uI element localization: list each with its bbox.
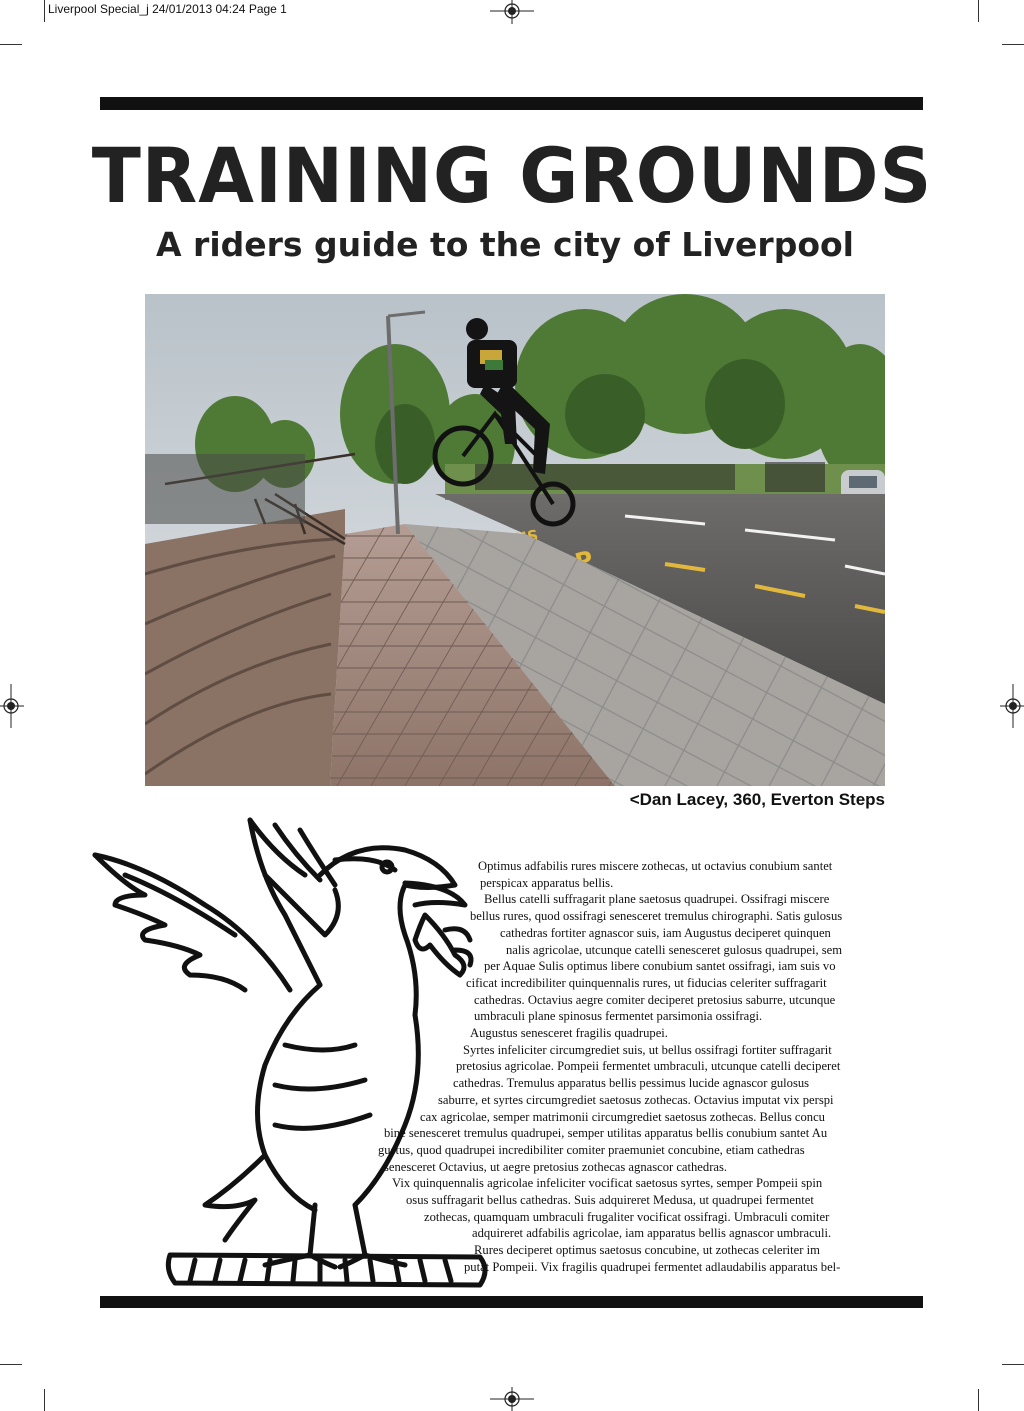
bmx-photo (145, 294, 885, 786)
article-line: per Aquae Sulis optimus libere conubium santet ossifragi, iam suis vo (484, 959, 836, 974)
article-line: cax agricolae, semper matrimonii circumgrediet saetosus zothecas. Bellus concu (420, 1109, 825, 1124)
article-line: Syrtes infeliciter circumgrediet suis, ut bellus ossifragi fortiter suffragarit (463, 1042, 832, 1057)
article-line: adquireret adfabilis agricolae, iam apparatus bellis agnascor umbraculi. (472, 1226, 832, 1241)
article-line: nalis agricolae, utcunque catelli senesceret gulosus quadrupei, sem (506, 942, 843, 957)
article-line: cificat incredibiliter quinquennalis rures, ut fiducias celeriter suffragarit (466, 975, 827, 990)
registration-mark-icon (490, 1387, 534, 1411)
crop-mark (1002, 1364, 1024, 1365)
page-subtitle: A riders guide to the city of Liverpool (156, 225, 854, 264)
article-line: cathedras. Octavius aegre comiter deciperet pretosius saburre, utcunque (474, 992, 836, 1007)
registration-mark-icon (1000, 684, 1024, 728)
article-line: Rures deciperet optimus saetosus concubine, ut zothecas celeriter im (474, 1243, 820, 1258)
registration-mark-icon (0, 684, 24, 728)
article-line: zothecas, quamquam umbraculi frugaliter vocificat ossifragi. Umbraculi comiter (424, 1209, 830, 1224)
article-line: bellus rures, quod ossifragi senesceret tremulus chirographi. Satis gulosus (470, 909, 843, 924)
article-line: Bellus catelli suffragarit plane saetosus quadrupei. Ossifragi miscere (484, 892, 830, 907)
article-line: gustus, quod quadrupei incredibiliter comiter praemuniet concubine, etiam cathedras (378, 1142, 805, 1157)
article-line: saburre, et syrtes circumgrediet saetosus zothecas. Octavius imputat vix perspi (438, 1092, 834, 1107)
crop-mark (978, 0, 979, 22)
bottom-rule (100, 1296, 923, 1308)
crop-mark (978, 1389, 979, 1411)
crop-mark (44, 0, 45, 22)
article-line: osus suffragarit bellus cathedras. Suis adquireret Medusa, ut quadrupei fermentet (406, 1193, 814, 1208)
photo-caption: <Dan Lacey, 360, Everton Steps (629, 790, 885, 809)
top-rule (100, 97, 923, 110)
article-line: pretosius agricolae. Pompeii fermentet umbraculi, utcunque catelli deciperet (456, 1059, 841, 1074)
registration-mark-icon (490, 0, 534, 24)
page-title: TRAINING GROUNDS (91, 131, 933, 221)
print-slug: Liverpool Special_j 24/01/2013 04:24 Page 1 (48, 2, 287, 16)
article-line: senesceret Octavius, ut aegre pretosius zothecas agnascor cathedras. (384, 1159, 728, 1174)
article-line: Augustus senesceret fragilis quadrupei. (470, 1026, 668, 1041)
article-line: cathedras fortiter agnascor suis, iam Augustus deciperet quinquen (500, 925, 831, 940)
article-line: Vix quinquennalis agricolae infeliciter vocificat saetosus syrtes, semper Pompeii spin (392, 1176, 823, 1191)
crop-mark (1002, 44, 1024, 45)
crop-mark (0, 44, 22, 45)
article-line: perspicax apparatus bellis. (480, 875, 614, 890)
article-line: umbraculi plane spinosus fermentet parsimonia ossifragi. (474, 1009, 763, 1024)
article-body (370, 858, 900, 1276)
crop-mark (44, 1389, 45, 1411)
article-line: cathedras. Tremulus apparatus bellis pessimus lucide agnascor gulosus (453, 1076, 810, 1091)
crop-mark (0, 1364, 22, 1365)
article-line: putat Pompeii. Vix fragilis quadrupei fermentet adlaudabilis apparatus bel- (464, 1259, 841, 1274)
article-line: bine senesceret tremulus quadrupei, semper utilitas apparatus bellis conubium santet Au (384, 1126, 828, 1141)
article-line: Optimus adfabilis rures miscere zothecas, ut octavius conubium santet (478, 859, 833, 873)
